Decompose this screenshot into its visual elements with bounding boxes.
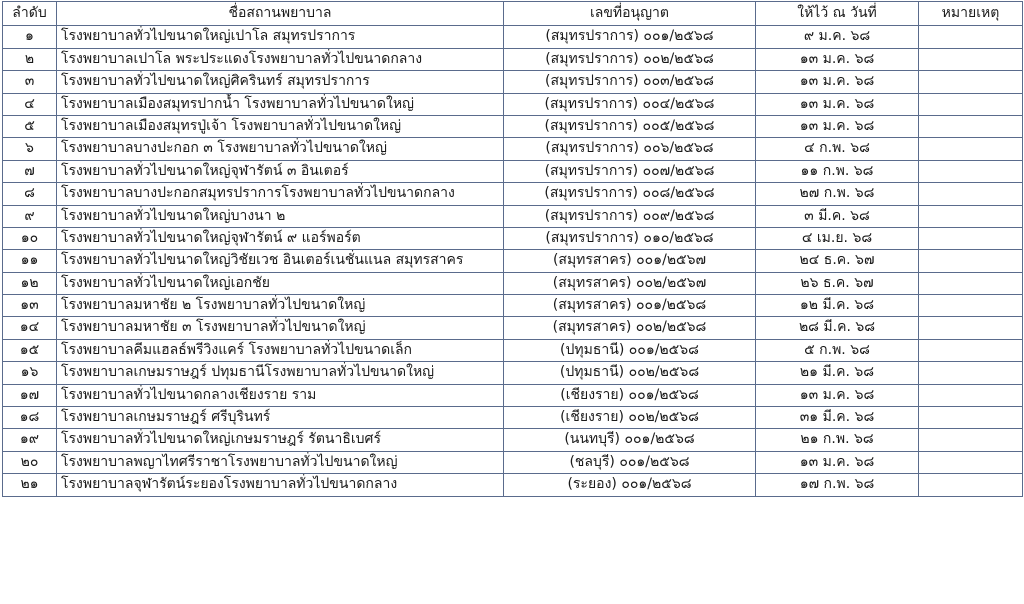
cell-issue-date: ๔ ก.พ. ๖๘ bbox=[756, 138, 919, 160]
cell-issue-date: ๑๒ มี.ค. ๖๘ bbox=[756, 295, 919, 317]
table-header bbox=[3, 2, 1023, 26]
table-body bbox=[3, 26, 1023, 496]
cell-issue-date: ๑๓ ม.ค. ๖๘ bbox=[756, 451, 919, 473]
cell-note bbox=[919, 339, 1023, 361]
cell-note bbox=[919, 384, 1023, 406]
table-row bbox=[3, 160, 1023, 182]
cell-license-number: (สมุทรปราการ) ๐๐๓/๒๕๖๘ bbox=[504, 71, 756, 93]
cell-note bbox=[919, 250, 1023, 272]
cell-note bbox=[919, 138, 1023, 160]
table-row bbox=[3, 138, 1023, 160]
cell-index: ๑๓ bbox=[3, 295, 57, 317]
cell-index: ๑๔ bbox=[3, 317, 57, 339]
cell-index: ๑๐ bbox=[3, 227, 57, 249]
cell-license-number: (ชลบุรี) ๐๐๑/๒๕๖๘ bbox=[504, 451, 756, 473]
table-row bbox=[3, 295, 1023, 317]
cell-index: ๒๑ bbox=[3, 474, 57, 496]
cell-license-number: (ปทุมธานี) ๐๐๑/๒๕๖๘ bbox=[504, 339, 756, 361]
cell-index: ๓ bbox=[3, 71, 57, 93]
cell-index: ๑๖ bbox=[3, 362, 57, 384]
table-row bbox=[3, 26, 1023, 48]
cell-issue-date: ๓ มี.ค. ๖๘ bbox=[756, 205, 919, 227]
cell-issue-date: ๔ เม.ย. ๖๘ bbox=[756, 227, 919, 249]
cell-index: ๔ bbox=[3, 93, 57, 115]
cell-issue-date: ๑๑ ก.พ. ๖๘ bbox=[756, 160, 919, 182]
cell-issue-date: ๕ ก.พ. ๖๘ bbox=[756, 339, 919, 361]
cell-note bbox=[919, 71, 1023, 93]
column-header-date: ให้ไว้ ณ วันที่ bbox=[756, 2, 919, 26]
cell-hospital-name: โรงพยาบาลมหาชัย ๒ โรงพยาบาลทั่วไปขนาดใหญ่ bbox=[57, 295, 504, 317]
cell-index: ๑๘ bbox=[3, 407, 57, 429]
cell-hospital-name: โรงพยาบาลเมืองสมุทรปากน้ำ โรงพยาบาลทั่วไปขนาดใหญ่ bbox=[57, 93, 504, 115]
cell-hospital-name: โรงพยาบาลทั่วไปขนาดใหญ่ศิครินทร์ สมุทรปราการ bbox=[57, 71, 504, 93]
cell-note bbox=[919, 429, 1023, 451]
table-row bbox=[3, 183, 1023, 205]
cell-note bbox=[919, 451, 1023, 473]
table-row bbox=[3, 205, 1023, 227]
cell-license-number: (สมุทรปราการ) ๐๐๖/๒๕๖๘ bbox=[504, 138, 756, 160]
cell-issue-date: ๒๗ ก.พ. ๖๘ bbox=[756, 183, 919, 205]
cell-index: ๗ bbox=[3, 160, 57, 182]
cell-hospital-name: โรงพยาบาลทั่วไปขนาดใหญ่เปาโล สมุทรปราการ bbox=[57, 26, 504, 48]
hospital-license-table-container bbox=[0, 1, 1024, 604]
cell-hospital-name: โรงพยาบาลทั่วไปขนาดกลางเชียงราย ราม bbox=[57, 384, 504, 406]
cell-license-number: (สมุทรสาคร) ๐๐๒/๒๕๖๗ bbox=[504, 272, 756, 294]
cell-index: ๑๑ bbox=[3, 250, 57, 272]
cell-note bbox=[919, 295, 1023, 317]
cell-hospital-name: โรงพยาบาลทั่วไปขนาดใหญ่จุฬารัตน์ ๓ อินเตอร์ bbox=[57, 160, 504, 182]
column-header-note: หมายเหตุ bbox=[919, 2, 1023, 26]
cell-issue-date: ๙ ม.ค. ๖๘ bbox=[756, 26, 919, 48]
cell-note bbox=[919, 362, 1023, 384]
table-row bbox=[3, 250, 1023, 272]
cell-note bbox=[919, 317, 1023, 339]
cell-hospital-name: โรงพยาบาลทั่วไปขนาดใหญ่เกษมราษฎร์ รัตนาธิเบศร์ bbox=[57, 429, 504, 451]
cell-issue-date: ๒๑ ก.พ. ๖๘ bbox=[756, 429, 919, 451]
cell-hospital-name: โรงพยาบาลบางปะกอกสมุทรปราการโรงพยาบาลทั่วไปขนาดกลาง bbox=[57, 183, 504, 205]
cell-issue-date: ๒๖ ธ.ค. ๖๗ bbox=[756, 272, 919, 294]
cell-note bbox=[919, 272, 1023, 294]
cell-issue-date: ๒๘ มี.ค. ๖๘ bbox=[756, 317, 919, 339]
cell-index: ๖ bbox=[3, 138, 57, 160]
table-header-row bbox=[3, 2, 1023, 26]
table-row bbox=[3, 474, 1023, 496]
cell-license-number: (สมุทรสาคร) ๐๐๑/๒๕๖๘ bbox=[504, 295, 756, 317]
cell-index: ๑๗ bbox=[3, 384, 57, 406]
cell-index: ๒ bbox=[3, 48, 57, 70]
cell-note bbox=[919, 160, 1023, 182]
cell-note bbox=[919, 115, 1023, 137]
table-row bbox=[3, 362, 1023, 384]
cell-note bbox=[919, 227, 1023, 249]
cell-hospital-name: โรงพยาบาลทั่วไปขนาดใหญ่บางนา ๒ bbox=[57, 205, 504, 227]
table-row bbox=[3, 227, 1023, 249]
cell-index: ๑๕ bbox=[3, 339, 57, 361]
cell-license-number: (ปทุมธานี) ๐๐๒/๒๕๖๘ bbox=[504, 362, 756, 384]
cell-license-number: (สมุทรปราการ) ๐๐๘/๒๕๖๘ bbox=[504, 183, 756, 205]
table-row bbox=[3, 71, 1023, 93]
cell-hospital-name: โรงพยาบาลคีมแฮลธ์พรีวิงแคร์ โรงพยาบาลทั่วไปขนาดเล็ก bbox=[57, 339, 504, 361]
table-row bbox=[3, 272, 1023, 294]
cell-note bbox=[919, 26, 1023, 48]
cell-license-number: (สมุทรสาคร) ๐๐๒/๒๕๖๘ bbox=[504, 317, 756, 339]
cell-issue-date: ๒๔ ธ.ค. ๖๗ bbox=[756, 250, 919, 272]
cell-issue-date: ๑๓ ม.ค. ๖๘ bbox=[756, 48, 919, 70]
table-row bbox=[3, 339, 1023, 361]
cell-hospital-name: โรงพยาบาลเปาโล พระประแดงโรงพยาบาลทั่วไปขนาดกลาง bbox=[57, 48, 504, 70]
cell-index: ๙ bbox=[3, 205, 57, 227]
column-header-license: เลขที่อนุญาต bbox=[504, 2, 756, 26]
cell-note bbox=[919, 93, 1023, 115]
table-row bbox=[3, 429, 1023, 451]
cell-hospital-name: โรงพยาบาลทั่วไปขนาดใหญ่จุฬารัตน์ ๙ แอร์พอร์ต bbox=[57, 227, 504, 249]
table-row bbox=[3, 317, 1023, 339]
cell-issue-date: ๒๑ มี.ค. ๖๘ bbox=[756, 362, 919, 384]
cell-issue-date: ๑๗ ก.พ. ๖๘ bbox=[756, 474, 919, 496]
cell-license-number: (เชียงราย) ๐๐๒/๒๕๖๘ bbox=[504, 407, 756, 429]
cell-license-number: (นนทบุรี) ๐๐๑/๒๕๖๘ bbox=[504, 429, 756, 451]
column-header-name: ชื่อสถานพยาบาล bbox=[57, 2, 504, 26]
cell-issue-date: ๑๓ ม.ค. ๖๘ bbox=[756, 115, 919, 137]
cell-license-number: (สมุทรปราการ) ๐๐๗/๒๕๖๘ bbox=[504, 160, 756, 182]
cell-hospital-name: โรงพยาบาลมหาชัย ๓ โรงพยาบาลทั่วไปขนาดใหญ่ bbox=[57, 317, 504, 339]
cell-note bbox=[919, 183, 1023, 205]
cell-issue-date: ๑๓ ม.ค. ๖๘ bbox=[756, 71, 919, 93]
table-row bbox=[3, 407, 1023, 429]
cell-license-number: (สมุทรปราการ) ๐๐๙/๒๕๖๘ bbox=[504, 205, 756, 227]
cell-hospital-name: โรงพยาบาลทั่วไปขนาดใหญ่วิชัยเวช อินเตอร์เนชั่นแนล สมุทรสาคร bbox=[57, 250, 504, 272]
cell-license-number: (สมุทรปราการ) ๐๐๔/๒๕๖๘ bbox=[504, 93, 756, 115]
cell-issue-date: ๑๓ ม.ค. ๖๘ bbox=[756, 384, 919, 406]
cell-license-number: (เชียงราย) ๐๐๑/๒๕๖๘ bbox=[504, 384, 756, 406]
cell-hospital-name: โรงพยาบาลบางปะกอก ๓ โรงพยาบาลทั่วไปขนาดใหญ่ bbox=[57, 138, 504, 160]
cell-license-number: (สมุทรปราการ) ๐๐๑/๒๕๖๘ bbox=[504, 26, 756, 48]
cell-index: ๑๙ bbox=[3, 429, 57, 451]
cell-license-number: (สมุทรปราการ) ๐๑๐/๒๕๖๘ bbox=[504, 227, 756, 249]
table-row bbox=[3, 451, 1023, 473]
table-row bbox=[3, 48, 1023, 70]
cell-license-number: (สมุทรปราการ) ๐๐๕/๒๕๖๘ bbox=[504, 115, 756, 137]
cell-index: ๕ bbox=[3, 115, 57, 137]
cell-note bbox=[919, 48, 1023, 70]
cell-hospital-name: โรงพยาบาลเกษมราษฎร์ ปทุมธานีโรงพยาบาลทั่วไปขนาดใหญ่ bbox=[57, 362, 504, 384]
cell-note bbox=[919, 205, 1023, 227]
cell-hospital-name: โรงพยาบาลทั่วไปขนาดใหญ่เอกชัย bbox=[57, 272, 504, 294]
cell-note bbox=[919, 407, 1023, 429]
cell-note bbox=[919, 474, 1023, 496]
cell-index: ๑ bbox=[3, 26, 57, 48]
cell-license-number: (สมุทรปราการ) ๐๐๒/๒๕๖๘ bbox=[504, 48, 756, 70]
column-header-no: ลำดับ bbox=[3, 2, 57, 26]
cell-hospital-name: โรงพยาบาลพญาไทศรีราชาโรงพยาบาลทั่วไปขนาดใหญ่ bbox=[57, 451, 504, 473]
cell-index: ๑๒ bbox=[3, 272, 57, 294]
cell-hospital-name: โรงพยาบาลเมืองสมุทรปู่เจ้า โรงพยาบาลทั่วไปขนาดใหญ่ bbox=[57, 115, 504, 137]
cell-issue-date: ๓๑ มี.ค. ๖๘ bbox=[756, 407, 919, 429]
cell-license-number: (สมุทรสาคร) ๐๐๑/๒๕๖๗ bbox=[504, 250, 756, 272]
cell-license-number: (ระยอง) ๐๐๑/๒๕๖๘ bbox=[504, 474, 756, 496]
cell-issue-date: ๑๓ ม.ค. ๖๘ bbox=[756, 93, 919, 115]
cell-index: ๒๐ bbox=[3, 451, 57, 473]
cell-hospital-name: โรงพยาบาลเกษมราษฎร์ ศรีบุรินทร์ bbox=[57, 407, 504, 429]
table-row bbox=[3, 384, 1023, 406]
table-row bbox=[3, 115, 1023, 137]
table-row bbox=[3, 93, 1023, 115]
cell-index: ๘ bbox=[3, 183, 57, 205]
hospital-license-table bbox=[2, 1, 1023, 497]
cell-hospital-name: โรงพยาบาลจุฬารัตน์ระยองโรงพยาบาลทั่วไปขนาดกลาง bbox=[57, 474, 504, 496]
